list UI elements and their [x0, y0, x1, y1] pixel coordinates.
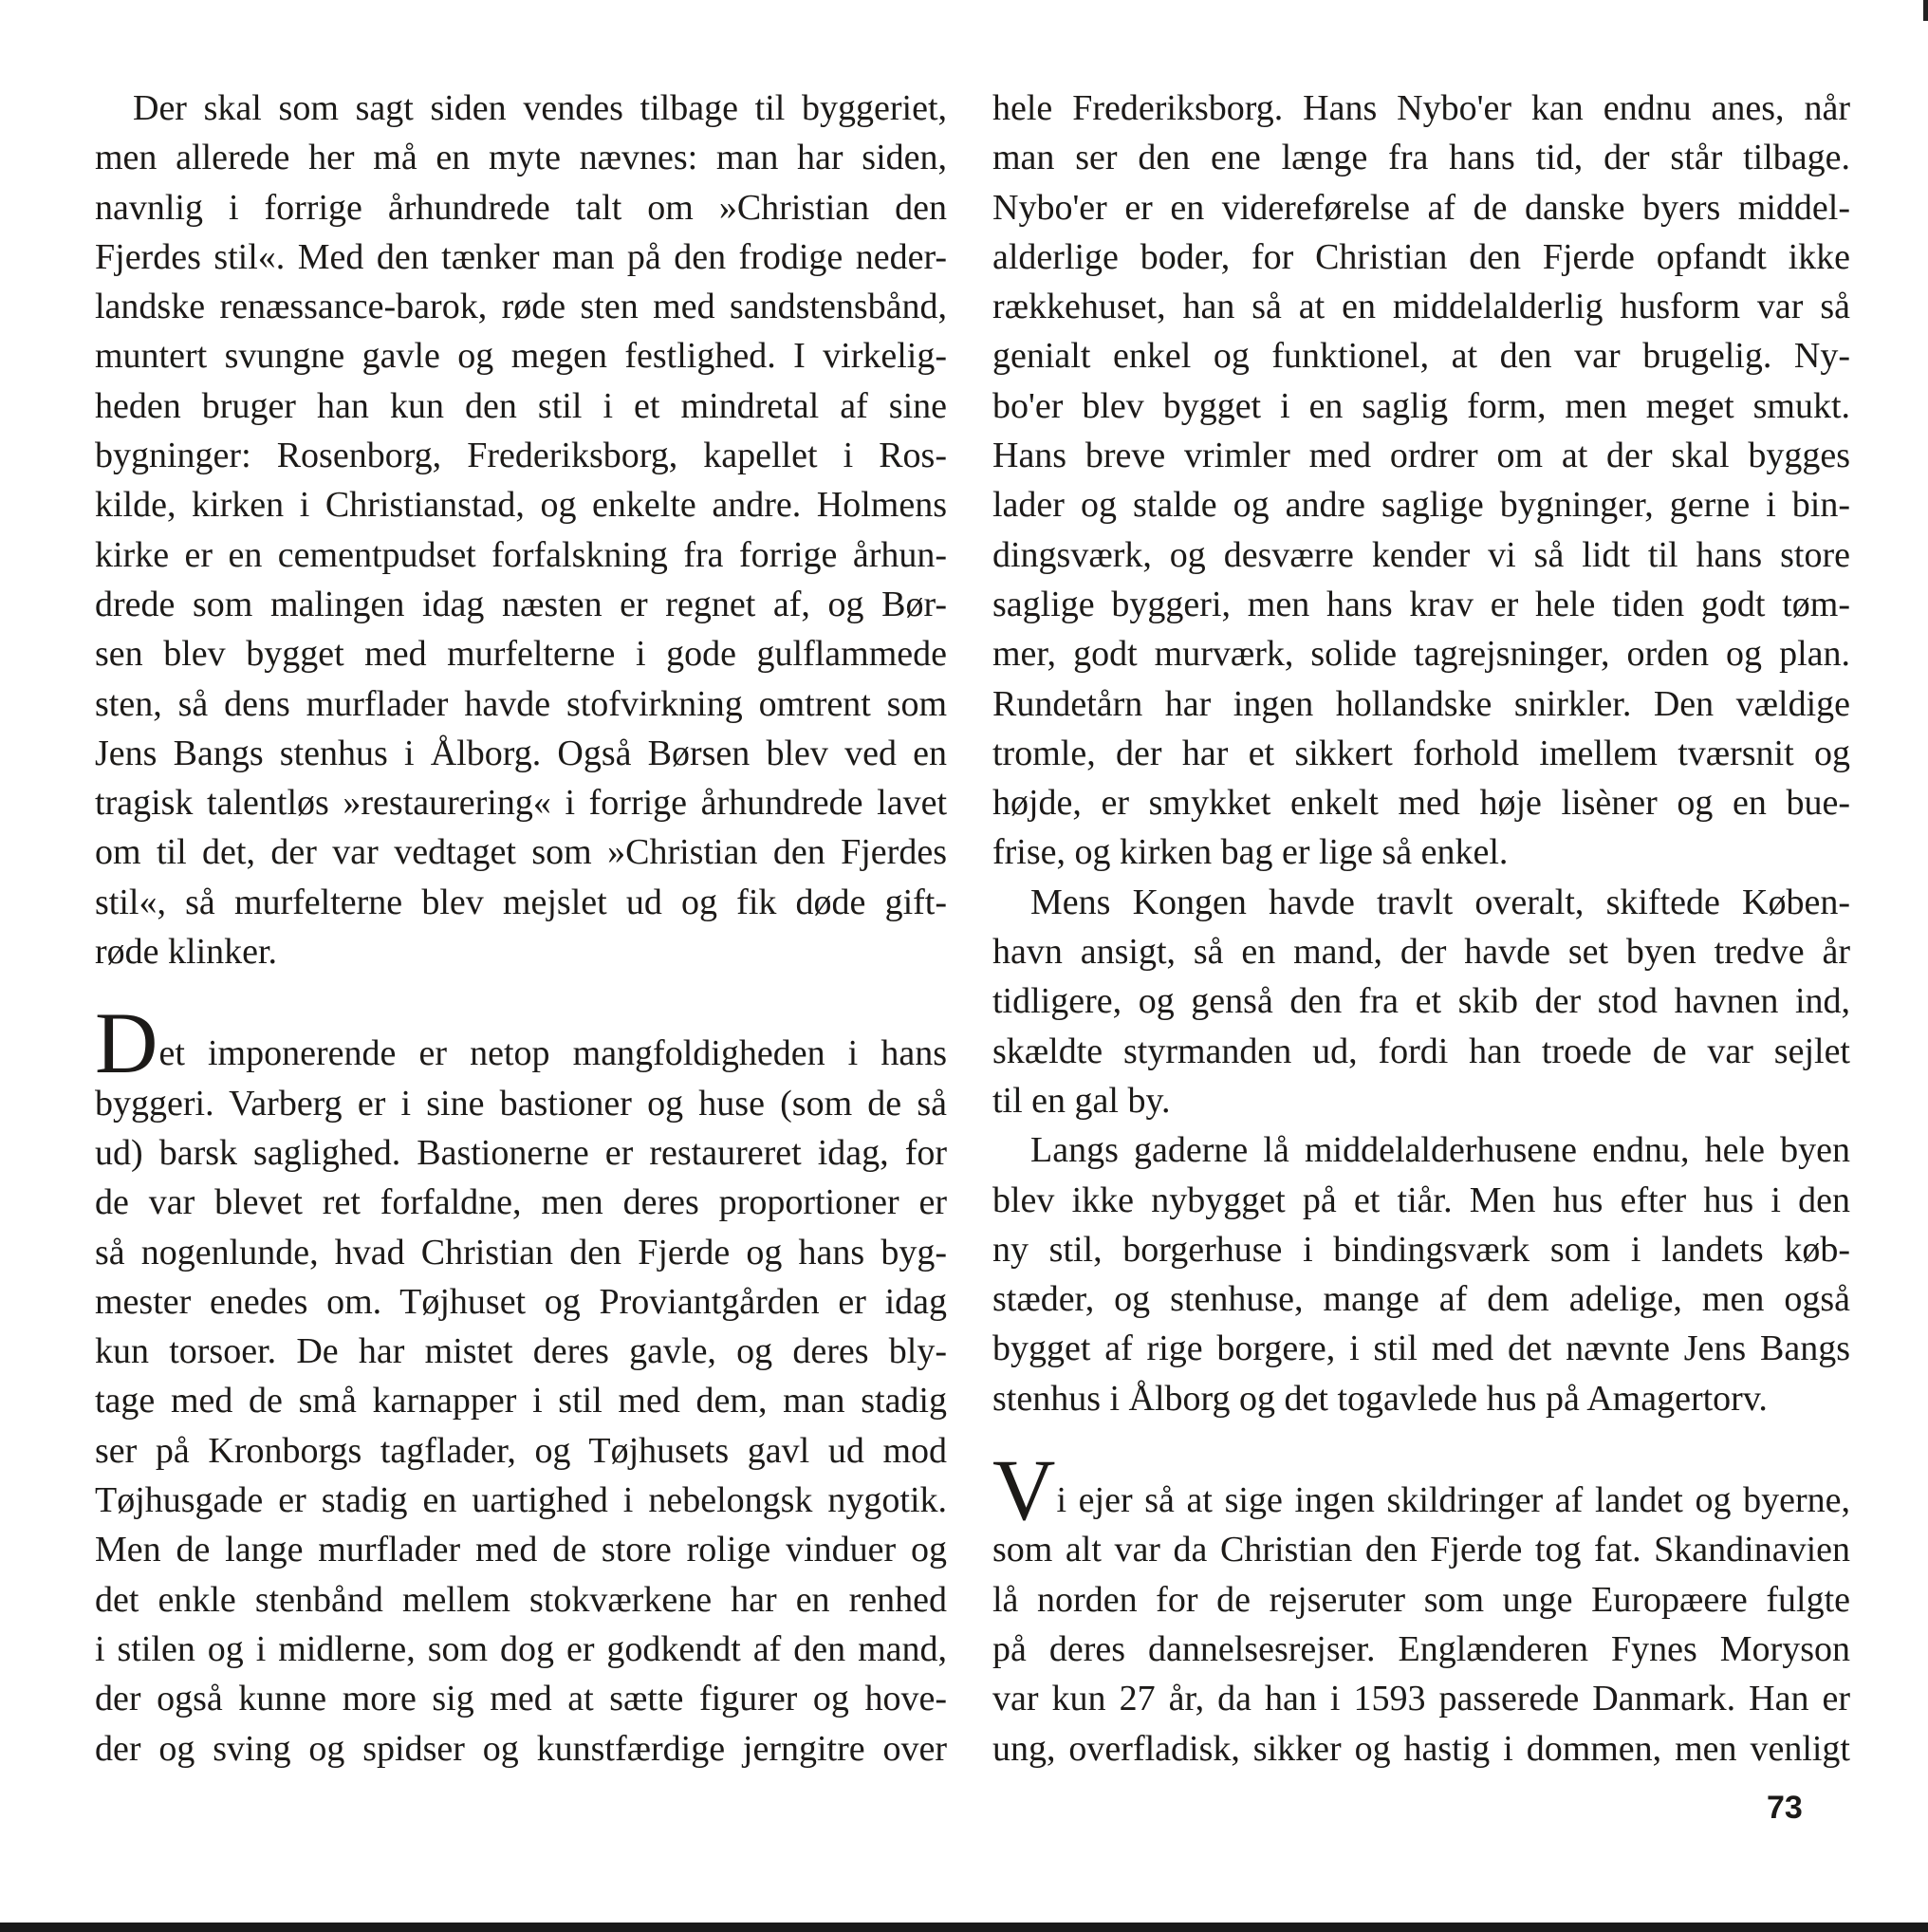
text-line: Fjerdes stil«. Med den tænker man på den frodige neder-	[95, 236, 947, 277]
scan-bottom-edge	[0, 1923, 1928, 1932]
text-line: kun torsoer. De har mistet deres gavle, og deres bly-	[95, 1331, 947, 1372]
text-line: heden bruger han kun den stil i et mindretal af sine	[95, 385, 947, 426]
scan-edge-mark	[1923, 0, 1928, 21]
text-line: blev ikke nybygget på et tiår. Men hus efter hus i den	[992, 1180, 1850, 1220]
text-line: Jens Bangs stenhus i Ålborg. Også Børsen blev ved en	[95, 733, 947, 773]
text-line: lader og stalde og andre saglige bygninger, gerne i bin-	[992, 485, 1850, 526]
text-line: dingsværk, og desværre kender vi så lidt til hans store	[992, 534, 1850, 575]
text-line: højde, er smykket enkelt med høje lisèner og en bue-	[992, 783, 1850, 824]
text-line: ung, overfladisk, sikker og hastig i dommen, men venligt	[992, 1728, 1850, 1769]
text-line: tromle, der har et sikkert forhold imellem tværsnit og	[992, 733, 1850, 773]
text-line: Mens Kongen havde travlt overalt, skiftede Køben-	[1030, 882, 1850, 922]
text-line: byggeri. Varberg er i sine bastioner og huse (som de så	[95, 1083, 947, 1124]
text-line: de var blevet ret forfaldne, men deres proportioner er	[95, 1182, 947, 1223]
text-line: lå norden for de rejseruter som unge Europæere fulgte	[992, 1579, 1850, 1620]
paragraph	[992, 1125, 1850, 1423]
text-line: til en gal by.	[992, 1080, 1171, 1121]
text-line: Men de lange murflader med de store rolige vinduer og	[95, 1530, 947, 1570]
text-line: havn ansigt, så en mand, der havde set byen tredve år	[992, 932, 1850, 973]
text-line: ny stil, borgerhuse i bindingsværk som i landets køb-	[992, 1229, 1850, 1270]
text-line: kirke er en cementpudset forfalskning fra forrige århun-	[95, 534, 947, 575]
text-line: genialt enkel og funktionel, at den var brugelig. Ny-	[992, 336, 1850, 377]
text-line: alderlige boder, for Christian den Fjerde opfandt ikke	[992, 236, 1850, 277]
text-line: man ser den ene længe fra hans tid, der står tilbage.	[992, 138, 1850, 178]
drop-cap: V	[992, 1441, 1056, 1539]
text-line: stæder, og stenhuse, mange af dem adelige, men også	[992, 1279, 1850, 1320]
text-line: mester enedes om. Tøjhuset og Proviantgården er idag	[95, 1281, 947, 1322]
paragraph	[992, 1441, 1850, 1774]
text-line: ser på Kronborgs tagflader, og Tøjhusets gavl ud mod	[95, 1430, 947, 1471]
text-line: drede som malingen idag næsten er regnet af, og Bør-	[95, 584, 947, 624]
text-line: så nogenlunde, hvad Christian den Fjerde og hans byg-	[95, 1232, 947, 1273]
text-line: tidligere, og genså den fra et skib der stod havnen ind,	[992, 981, 1850, 1022]
text-line: om til det, der var vedtaget som »Christian den Fjerdes	[95, 832, 947, 873]
paragraph	[95, 994, 947, 1773]
text-line: stenhus i Ålborg og det togavlede hus på Amagertorv.	[992, 1378, 1768, 1419]
text-line: Tøjhusgade er stadig en uartighed i nebelongsk nygotik.	[95, 1480, 947, 1521]
text-line: der også kunne more sig med at sætte figurer og hove-	[95, 1679, 947, 1719]
text-line: Nybo'er er en videreførelse af de danske byers middel-	[992, 187, 1850, 228]
text-line: navnlig i forrige århundrede talt om »Christian den	[95, 187, 947, 228]
text-line: muntert svungne gavle og megen festlighed. I virkelig-	[95, 336, 947, 377]
left-text-column	[95, 84, 947, 1774]
text-line: tragisk talentløs »restaurering« i forrige århundrede lavet	[95, 783, 947, 824]
text-line: men allerede her må en myte nævnes: man har siden,	[95, 138, 947, 178]
paragraph	[992, 84, 1850, 878]
text-line: skældte styrmanden ud, fordi han troede de var sejlet	[992, 1031, 1850, 1071]
paragraph	[992, 878, 1850, 1125]
text-line	[992, 1441, 1850, 1539]
text-line: Langs gaderne lå middelalderhusene endnu, hele byen	[1030, 1130, 1850, 1171]
text-line: stil«, så murfelterne blev mejslet ud og fik døde gift-	[95, 882, 947, 922]
text-line: der og sving og spidser og kunstfærdige jerngitre over	[95, 1728, 947, 1769]
text-line: tage med de små karnapper i stil med dem, man stadig	[95, 1381, 947, 1421]
text-line: kilde, kirken i Christianstad, og enkelte andre. Holmens	[95, 485, 947, 526]
text-line-body: et imponerende er netop mangfoldigheden i hans	[158, 1033, 947, 1074]
text-line-body: i ejer så at sige ingen skildringer af landet og byerne,	[1056, 1480, 1850, 1521]
text-line: rækkehuset, han så at en middelalderlig husform var så	[992, 287, 1850, 327]
text-line: røde klinker.	[95, 932, 278, 973]
text-line: var kun 27 år, da han i 1593 passerede Danmark. Han er	[992, 1679, 1850, 1719]
text-line: bygget af rige borgere, i stil med det nævnte Jens Bangs	[992, 1328, 1850, 1369]
text-line: mer, godt murværk, solide tagrejsninger, orden og plan.	[992, 634, 1850, 675]
text-line: Hans breve vrimler med ordrer om at der skal bygges	[992, 436, 1850, 476]
right-text-column	[992, 84, 1850, 1774]
text-line: ud) barsk saglighed. Bastionerne er restaureret idag, for	[95, 1132, 947, 1173]
paragraph	[95, 84, 947, 976]
text-line: Rundetårn har ingen hollandske snirkler. Den vældige	[992, 683, 1850, 724]
text-line: landske renæssance-barok, røde sten med sandstensbånd,	[95, 287, 947, 327]
text-line: frise, og kirken bag er lige så enkel.	[992, 832, 1509, 873]
drop-cap: D	[95, 994, 158, 1092]
text-line: på deres dannelsesrejser. Englænderen Fynes Moryson	[992, 1628, 1850, 1669]
text-line: saglige byggeri, men hans krav er hele tiden godt tøm-	[992, 584, 1850, 624]
text-line: Der skal som sagt siden vendes tilbage til byggeriet,	[133, 88, 947, 128]
text-line: som alt var da Christian den Fjerde tog fat. Skandinavien	[992, 1530, 1850, 1570]
text-line: sen blev bygget med murfelterne i gode gulflammede	[95, 634, 947, 675]
page-number: 73	[1767, 1790, 1803, 1826]
text-line: hele Frederiksborg. Hans Nybo'er kan endnu anes, når	[992, 88, 1850, 128]
text-line: bo'er blev bygget i en saglig form, men meget smukt.	[992, 385, 1850, 426]
text-line: bygninger: Rosenborg, Frederiksborg, kapellet i Ros-	[95, 436, 947, 476]
text-line: sten, så dens murflader havde stofvirkning omtrent som	[95, 683, 947, 724]
text-line: det enkle stenbånd mellem stokværkene har en renhed	[95, 1579, 947, 1620]
text-line: i stilen og i midlerne, som dog er godkendt af den mand,	[95, 1628, 947, 1669]
text-line	[95, 994, 947, 1092]
